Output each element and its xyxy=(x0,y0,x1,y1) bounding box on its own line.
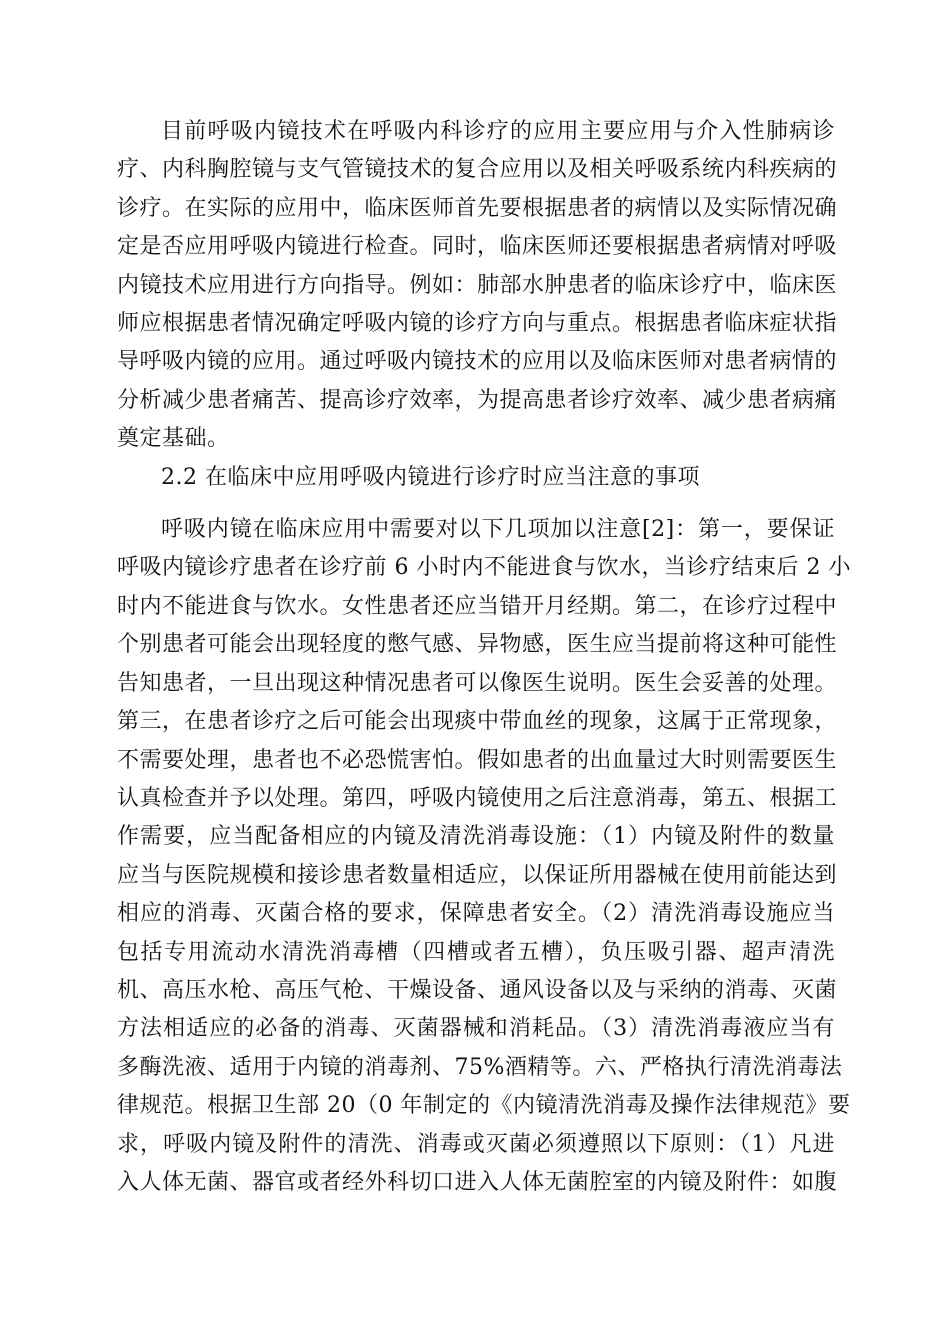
paragraph-intro xyxy=(117,113,838,459)
text-line: 认真检查并予以处理。第四，呼吸内镜使用之后注意消毒，第五、根据工 xyxy=(117,785,838,811)
text-line: 个别患者可能会出现轻度的憋气感、异物感，医生应当提前将这种可能性 xyxy=(117,632,838,658)
text-line: 疗、内科胸腔镜与支气管镜技术的复合应用以及相关呼吸系统内科疾病的 xyxy=(117,157,838,183)
text-line: 应当与医院规模和接诊患者数量相适应，以保证所用器械在使用前能达到 xyxy=(117,862,838,888)
text-line: 律规范。根据卫生部 20（0 年制定的《内镜清洗消毒及操作法律规范》要 xyxy=(117,1093,851,1119)
document-page xyxy=(117,113,851,1202)
text-line: 方法相适应的必备的消毒、灭菌器械和消耗品。（3）清洗消毒液应当有 xyxy=(117,1016,835,1042)
text-line: 相应的消毒、灭菌合格的要求，保障患者安全。（2）清洗消毒设施应当 xyxy=(117,901,835,927)
paragraph-precautions xyxy=(117,511,851,1202)
text-line: 告知患者，一旦出现这种情况患者可以像医生说明。医生会妥善的处理。 xyxy=(117,670,838,696)
text-line: 呼吸内镜诊疗患者在诊疗前 6 小时内不能进食与饮水，当诊疗结束后 2 小 xyxy=(117,555,851,581)
text-line: 多酶洗液、适用于内镜的消毒剂、75%酒精等。六、严格执行清洗消毒法 xyxy=(117,1054,843,1080)
text-line: 分析减少患者痛苦、提高诊疗效率，为提高患者诊疗效率、减少患者病痛 xyxy=(117,387,838,413)
text-line: 导呼吸内镜的应用。通过呼吸内镜技术的应用以及临床医师对患者病情的 xyxy=(117,349,838,375)
text-line: 时内不能进食与饮水。女性患者还应当错开月经期。第二，在诊疗过程中 xyxy=(117,593,838,619)
text-line: 机、高压水枪、高压气枪、干燥设备、通风设备以及与采纳的消毒、灭菌 xyxy=(117,977,838,1003)
text-line: 作需要，应当配备相应的内镜及清洗消毒设施：（1）内镜及附件的数量 xyxy=(117,824,835,850)
text-line: 第三，在患者诊疗之后可能会出现痰中带血丝的现象，这属于正常现象， xyxy=(117,709,838,735)
text-line: 包括专用流动水清洗消毒槽（四槽或者五槽），负压吸引器、超声清洗 xyxy=(117,939,835,965)
text-line: 诊疗。在实际的应用中，临床医师首先要根据患者的病情以及实际情况确 xyxy=(117,195,838,221)
text-line: 不需要处理，患者也不必恐慌害怕。假如患者的出血量过大时则需要医生 xyxy=(117,747,838,773)
text-line: 内镜技术应用进行方向指导。例如：肺部水肿患者的临床诊疗中，临床医 xyxy=(117,272,838,298)
text-line: 入人体无菌、器官或者经外科切口进入人体无菌腔室的内镜及附件：如腹 xyxy=(117,1169,838,1195)
text-line: 目前呼吸内镜技术在呼吸内科诊疗的应用主要应用与介入性肺病诊 xyxy=(161,119,835,144)
text-line: 师应根据患者情况确定呼吸内镜的诊疗方向与重点。根据患者临床症状指 xyxy=(117,311,838,337)
text-line: 定是否应用呼吸内镜进行检查。同时，临床医师还要根据患者病情对呼吸 xyxy=(117,234,838,260)
section-heading: 2.2 在临床中应用呼吸内镜进行诊疗时应当注意的事项 xyxy=(161,464,700,490)
text-line: 呼吸内镜在临床应用中需要对以下几项加以注意[2]：第一，要保证 xyxy=(161,517,835,543)
text-line: 奠定基础。 xyxy=(117,426,230,452)
text-line: 求，呼吸内镜及附件的清洗、消毒或灭菌必须遵照以下原则：（1）凡进 xyxy=(117,1131,835,1157)
